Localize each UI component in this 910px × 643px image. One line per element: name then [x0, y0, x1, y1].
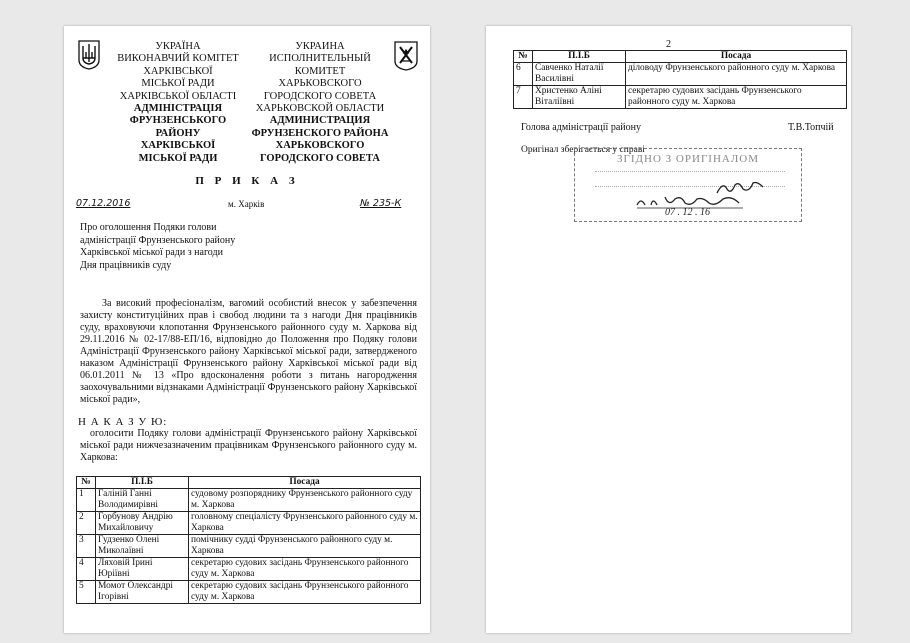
row-name: Галіній Ганні Володимирівні	[96, 489, 189, 512]
order-subject	[80, 222, 280, 272]
column-header-name: П.І.Б	[533, 51, 626, 63]
kharkiv-coat-of-arms-icon	[394, 41, 418, 71]
table-row	[77, 489, 421, 512]
order-directive: оголосити Подяку голови адміністрації Фрунзенського району Харківської міської ради нижчезазначеним працівникам Фрунзенського районного суду м. Харкова:	[80, 428, 417, 463]
order-heading: Н А К А З У Ю:	[78, 416, 168, 428]
original-storage-note: Оригінал зберігається у справі	[521, 145, 645, 155]
row-name: Ляховій Ірині Юріївні	[96, 558, 189, 581]
header-line: ФРУНЗЕНСКОГО РАЙОНА	[251, 127, 389, 139]
column-header-position: Посада	[626, 51, 847, 63]
row-number: 7	[514, 86, 533, 109]
header-line: МІСЬКОЇ РАДИ	[138, 152, 218, 164]
row-name: Савченко Наталії Василівні	[533, 63, 626, 86]
page-number: 2	[666, 39, 671, 50]
row-number: 1	[77, 489, 96, 512]
order-place: м. Харків	[228, 199, 265, 209]
row-name: Момот Олександрі Ігорівні	[96, 581, 189, 604]
header-line: ИСПОЛНИТЕЛЬНЫЙ	[269, 53, 371, 65]
table-row	[77, 581, 421, 604]
header-line: УКРАЇНА	[155, 41, 201, 52]
awardees-table	[76, 476, 421, 604]
subject-line: Дня працівників суду	[80, 259, 172, 271]
header-line: ХАРКІВСЬКОЇ	[143, 65, 213, 77]
header-line: ХАРКІВСЬКОЇ	[140, 140, 216, 152]
header-ukrainian	[108, 41, 248, 165]
subject-line: адміністрації Фрунзенського району	[80, 234, 236, 246]
row-number: 4	[77, 558, 96, 581]
order-date: 07.12.2016	[76, 198, 131, 209]
header-line: АДМІНІСТРАЦІЯ	[133, 103, 223, 115]
header-line: ВИКОНАВЧИЙ КОМІТЕТ	[117, 53, 239, 65]
row-position: секретарю судових засідань Фрунзенського районного суду м. Харкова	[626, 86, 847, 109]
column-header-number: №	[77, 477, 96, 489]
header-line: ХАРЬКОВСКОГО	[275, 140, 365, 152]
document-page-1	[64, 26, 430, 633]
column-header-position: Посада	[189, 477, 421, 489]
row-number: 5	[77, 581, 96, 604]
table-row	[77, 535, 421, 558]
table-row	[514, 63, 847, 86]
table-row	[77, 558, 421, 581]
trident-emblem-icon	[78, 40, 100, 70]
row-number: 3	[77, 535, 96, 558]
subject-line: Про оголошення Подяки голови	[80, 222, 217, 233]
header-line: УКРАИНА	[295, 41, 345, 52]
header-line: МІСЬКОЇ РАДИ	[141, 78, 215, 90]
row-position: головному спеціалісту Фрунзенського районного суду м. Харкова	[189, 512, 421, 535]
table-header-row	[77, 477, 421, 489]
table-row	[77, 512, 421, 535]
row-position: секретарю судових засідань Фрунзенського районного суду м. Харкова	[189, 558, 421, 581]
header-line: ГОРОДСКОГО СОВЕТА	[260, 152, 380, 164]
document-type-title: П Р И К А З	[195, 175, 299, 187]
row-position: секретарю судових засідань Фрунзенського районного суду м. Харкова	[189, 581, 421, 604]
table-header-row	[514, 51, 847, 63]
signature-title: Голова адміністрації району	[521, 122, 641, 133]
row-position: помічнику судді Фрунзенського районного суду м. Харкова	[189, 535, 421, 558]
header-line: ХАРЬКОВСКОЙ ОБЛАСТИ	[255, 103, 385, 115]
certification-stamp	[574, 148, 802, 222]
row-name: Христенко Аліні Віталіївні	[533, 86, 626, 109]
row-name: Гудзенко Олені Миколаївні	[96, 535, 189, 558]
stamp-title: ЗГІДНО З ОРИГІНАЛОМ	[617, 153, 760, 165]
stamp-date: 07 . 12 . 16	[665, 207, 710, 218]
subject-line: Харківської міської ради з нагоди	[80, 247, 223, 259]
header-line: ХАРКІВСЬКОЇ ОБЛАСТІ	[119, 90, 237, 102]
header-line: КОМИТЕТ	[294, 65, 346, 77]
header-line: ХАРЬКОВСКОГО	[278, 78, 362, 90]
header-line: ФРУНЗЕНСЬКОГО	[129, 115, 227, 127]
row-name: Горбунову Андрію Михайловичу	[96, 512, 189, 535]
column-header-name: П.І.Б	[96, 477, 189, 489]
signature-name: Т.В.Топчій	[788, 122, 834, 133]
header-line: АДМИНИСТРАЦИЯ	[269, 115, 371, 127]
row-position: діловоду Фрунзенського районного суду м. Харкова	[626, 63, 847, 86]
awardees-table-continued	[513, 50, 847, 109]
row-number: 2	[77, 512, 96, 535]
column-header-number: №	[514, 51, 533, 63]
header-russian	[250, 41, 390, 165]
order-preamble: За високий професіоналізм, вагомий особистий внесок у забезпечення захисту конституційних прав і свобод людини та з нагоди Дня працівників суду, враховуючи клопотання Фрунзенського районного суду м. Харкова від 29.11.2016 № 02-17/88-ЕП/16, відповідно до Положення про Подяку голови Адміністрації Фрунзенського району Харківської міської ради, затвердженого наказом Адміністрації Фрунзенського району Харківської міської ради від 06.01.2011 № 13 «Про вдосконалення роботи з питань нагородження заохочувальними відзнаками Адміністрації Фрунзенського району Харківської міської ради»,	[80, 298, 417, 405]
header-line: ГОРОДСКОГО СОВЕТА	[263, 90, 377, 102]
row-number: 6	[514, 63, 533, 86]
row-position: судовому розпоряднику Фрунзенського районного суду м. Харкова	[189, 489, 421, 512]
document-page-2	[486, 26, 851, 633]
order-number: № 235-К	[360, 198, 402, 209]
table-row	[514, 86, 847, 109]
header-line: РАЙОНУ	[155, 127, 201, 139]
